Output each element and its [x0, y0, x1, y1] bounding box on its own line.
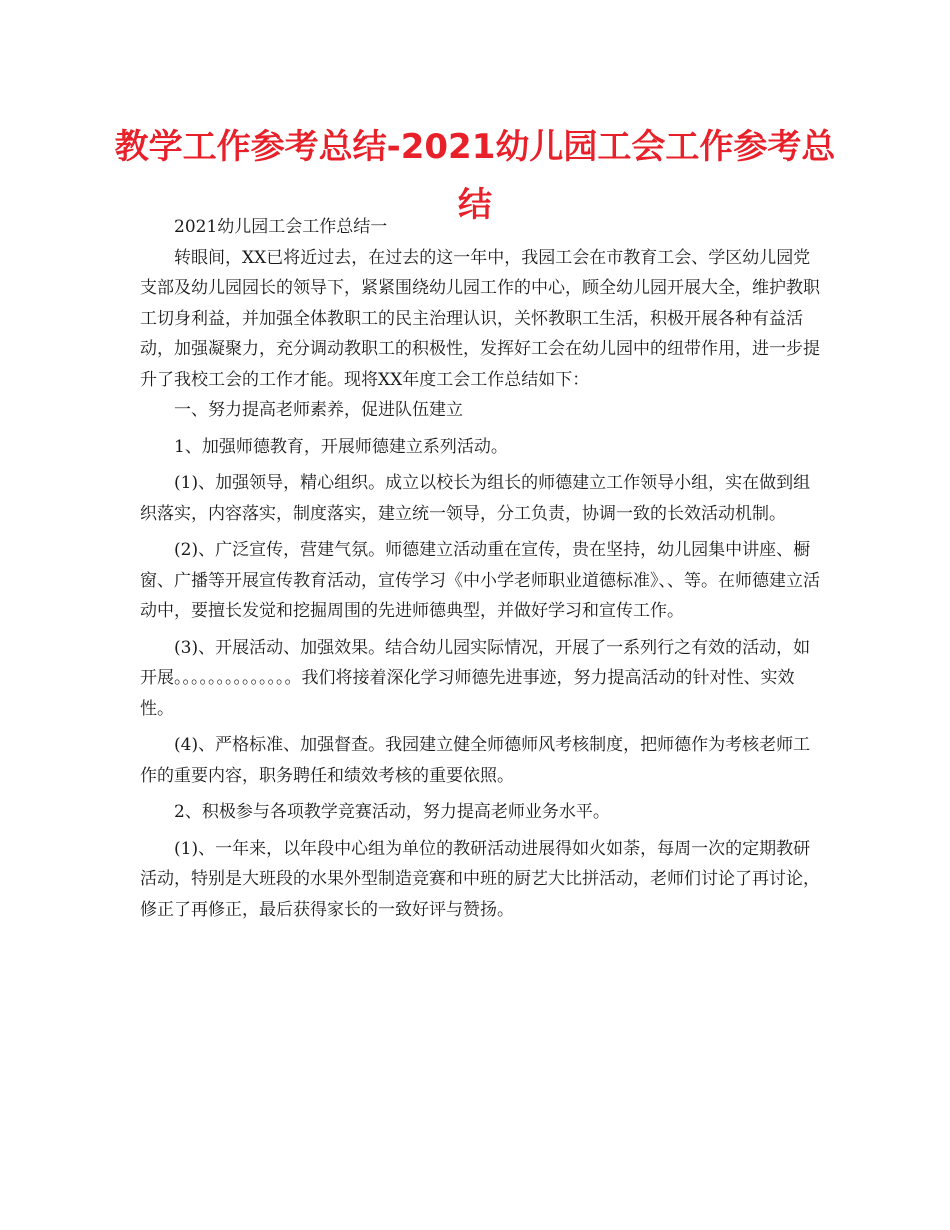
paragraph: (2)、广泛宣传，营建气氛。师德建立活动重在宣传，贵在坚持，幼儿园集中讲座、橱窗、广播等开展宣传教育活动，宣传学习《中小学老师职业道德标准》、、等。在师德建立活动中，要擅长发觉和挖掘周围的先进师德典型，并做好学习和宣传工作。 [140, 540, 820, 621]
subsection-heading: 1、加强师德教育，开展师德建立系列活动。 [174, 436, 508, 457]
document-title: 教学工作参考总结-2021幼儿园工会工作参考总结 [114, 127, 836, 225]
document-body [140, 212, 820, 925]
paragraph: (3)、开展活动、加强效果。结合幼儿园实际情况，开展了一系列行之有效的活动，如开展。。。。。。。。。。。。。。我们将接着深化学习师德先进事迹，努力提高活动的针对性、实效性。 [140, 637, 811, 719]
paragraph: (1)、加强领导，精心组织。成立以校长为组长的师德建立工作领导小组，实在做到组织落实，内容落实，制度落实，建立统一领导，分工负责，协调一致的长效活动机制。 [140, 473, 811, 524]
section-heading: 2021幼儿园工会工作总结一 [174, 217, 388, 237]
section-heading: 一、努力提高老师素养，促进队伍建立 [174, 400, 463, 420]
subsection-heading: 2、积极参与各项教学竞赛活动，努力提高老师业务水平。 [174, 802, 610, 822]
paragraph: 转眼间，XX已将近过去，在过去的这一年中，我园工会在市教育工会、学区幼儿园党支部及幼儿园园长的领导下，紧紧围绕幼儿园工作的中心，顾全幼儿园开展大全，维护教职工切身利益，并加强全体教职工的民主治理认识，关怀教职工生活，积极开展各种有益活动，加强凝聚力，充分调动教职工的积极性，发挥好工会在幼儿园中的纽带作用，进一步提升了我校工会的工作才能。现将XX年度工会工作总结如下： [140, 247, 820, 390]
paragraph: (1)、一年来，以年段中心组为单位的教研活动进展得如火如荼，每周一次的定期教研活动，特别是大班段的水果外型制造竞赛和中班的厨艺大比拼活动，老师们讨论了再讨论，修正了再修正，最后获得家长的一致好评与赞扬。 [140, 838, 820, 920]
paragraph: (4)、严格标准、加强督查。我园建立健全师德师风考核制度，把师德作为考核老师工作的重要内容，职务聘任和绩效考核的重要依照。 [140, 735, 811, 786]
